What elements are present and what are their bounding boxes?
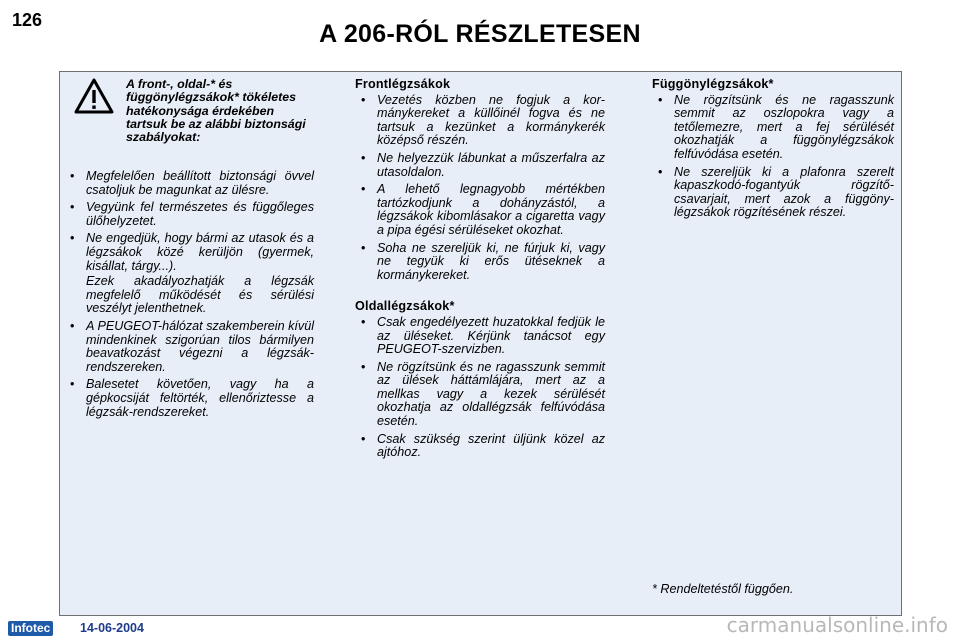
- list-item-note: Ezek akadályozhatják a légzsák megfelelő működését és sérülési veszélyt jelenthetnek.: [86, 274, 314, 316]
- front-airbags-list: [355, 94, 605, 283]
- general-rules-list: [64, 170, 314, 273]
- column-general: [64, 78, 314, 423]
- column-curtain: [652, 78, 894, 224]
- warning-text: A front-, oldal-* és függönylégzsákok* tökéletes hatékonysága érdekében tartsuk be az alábbi biztonsági szabályokat:: [126, 77, 306, 145]
- list-item: • Vegyünk fel természetes és függőleges ülőhelyzetet.: [64, 201, 314, 228]
- list-item: • Ne szereljük ki a plafonra szerelt kapaszkodó-fogantyúk rögzítőcsavarjait, mert azok a függönylégzsákok rögzítésének részei.: [652, 166, 894, 220]
- list-item: • Csak engedélyezett huzatokkal fedjük le az üléseket. Kérjünk tanácsot egy PEUGEOT-szervizben.: [355, 316, 605, 357]
- list-item: • Ne engedjük, hogy bármi az utasok és a légzsákok közé kerüljön (gyermek, kisállat, tárgy...).: [64, 232, 314, 273]
- front-airbags-heading: Frontlégzsákok: [355, 77, 451, 91]
- curtain-airbags-heading: Függönylégzsákok*: [652, 77, 774, 91]
- curtain-airbags-list: [652, 94, 894, 220]
- column-front-side: [355, 78, 605, 464]
- list-item: • Megfelelően beállított biztonsági övvel csatoljuk be magunkat az ülésre.: [64, 170, 314, 197]
- list-item: • A PEUGEOT-hálózat szakemberein kívül mindenkinek szigorúan tilos bármilyen beavatkozást végezni a légzsák-rendszereken.: [64, 320, 314, 374]
- content-panel: [59, 71, 902, 616]
- list-item: • Ne rögzítsünk és ne ragasszunk semmit az oszlopokra vagy a tetőlemezre, mert a fej sérülését okozhatják a függönylégzsákok felfúvódása esetén.: [652, 94, 894, 162]
- watermark: carmanualsonline.info: [726, 613, 948, 637]
- footnote: * Rendeltetéstől függően.: [652, 582, 794, 596]
- warning-triangle-icon: [74, 78, 114, 114]
- list-item: • A lehető legnagyobb mértékben tartózkodjunk a dohányzástól, a légzsákok kibomlásakor a cigaretta vagy a pipa égési sérüléseket okozhat.: [355, 183, 605, 237]
- warning-block: [64, 78, 314, 170]
- list-item: • Balesetet követően, vagy ha a gépkocsiját feltörték, ellenőriztesse a légzsák-rendszereket.: [64, 378, 314, 419]
- list-item: • Ne helyezzük lábunkat a műszerfalra az utasoldalon.: [355, 152, 605, 179]
- list-item: • Soha ne szereljük ki, ne fúrjuk ki, vagy ne tegyük ki erős ütéseknek a kormánykereket.: [355, 242, 605, 283]
- footer-date: 14-06-2004: [80, 621, 144, 635]
- page-title: A 206-RÓL RÉSZLETESEN: [319, 20, 641, 48]
- side-airbags-heading: Oldallégzsákok*: [355, 299, 455, 314]
- list-item: • Vezetés közben ne fogjuk a kormánykereket a küllőinél fogva és ne tartsuk a kezünket a kormánykerék középső részén.: [355, 94, 605, 148]
- list-item: • Csak szükség szerint üljünk közel az ajtóhoz.: [355, 433, 605, 460]
- general-rules-list-continued: [64, 320, 314, 419]
- side-airbags-list: [355, 316, 605, 460]
- infotec-logo: Infotec: [8, 621, 53, 636]
- page-number: 126: [12, 10, 43, 30]
- list-item: • Ne rögzítsünk és ne ragasszunk semmit az ülések háttámlájára, mert az a mellkas vagy a kezek sérülését okozhatja az oldallégzsák felfúvódása esetén.: [355, 361, 605, 429]
